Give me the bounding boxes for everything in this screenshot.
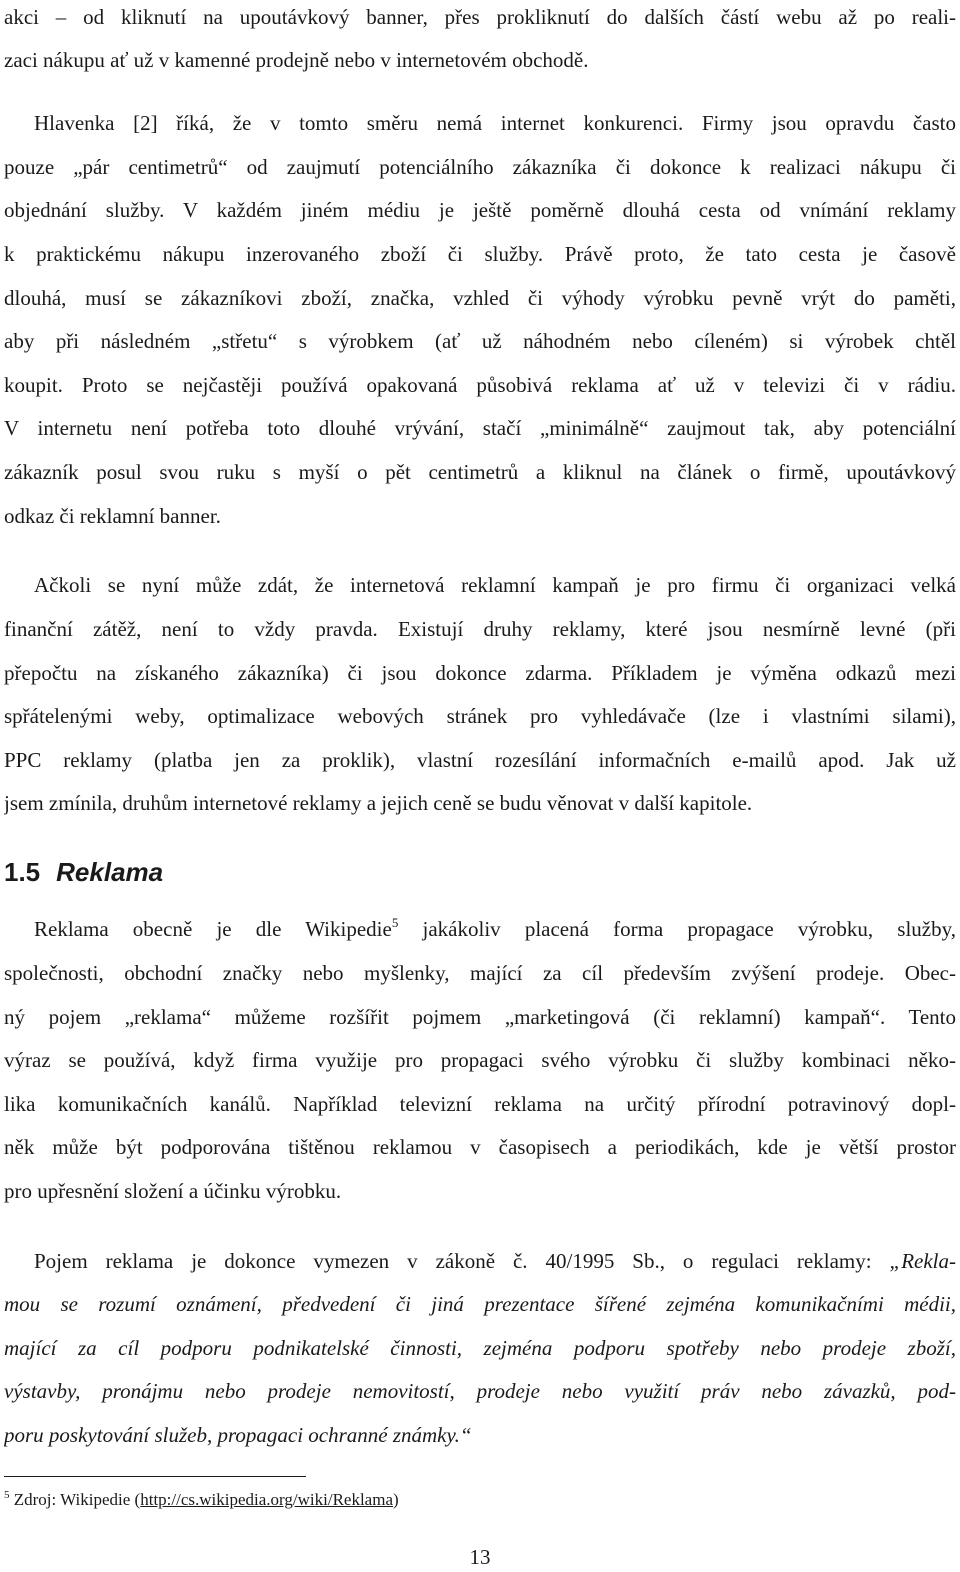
text-span: jakákoliv placená forma propagace výrobku, služby, <box>398 917 956 941</box>
text-line: dlouhá, musí se zákazníkovi zboží, značka, vzhled či výhody výrobku pevně vrýt do paměti, <box>4 286 956 310</box>
text-line: spřátelenými weby, optimalizace webových stránek pro vyhledávače (lze i vlastními silami), <box>4 704 956 728</box>
footnote-close: ) <box>393 1490 399 1509</box>
text-span: Reklama obecně je dle Wikipedie <box>34 917 392 941</box>
text-line: pouze „pár centimetrů“ od zaujmutí potenciálního zákazníka či dokonce k realizaci nákupu či <box>4 155 956 179</box>
page-number: 13 <box>469 1545 491 1569</box>
text-line: koupit. Proto se nejčastěji používá opakovaná působivá reklama ať už v televizi či v rádiu. <box>4 373 956 397</box>
text-line: Ačkoli se nyní může zdát, že internetová reklamní kampaň je pro firmu či organizaci velká <box>34 573 956 597</box>
footnote-reference[interactable]: 5 <box>391 916 399 930</box>
text-line: společnosti, obchodní značky nebo myšlenky, mající za cíl především zvýšení prodeje. Obec- <box>4 961 956 985</box>
text-span: Pojem reklama je dokonce vymezen v zákoně č. 40/1995 Sb., o regulaci reklamy: <box>34 1249 890 1273</box>
text-line <box>34 1248 956 1274</box>
text-line: odkaz či reklamní banner. <box>4 504 221 528</box>
text-line: přepočtu na získaného zákazníka) či jsou dokonce zdarma. Příkladem je výměna odkazů mezi <box>4 661 956 685</box>
text-line: ný pojem „reklama“ můžeme rozšířit pojmem „marketingová (či reklamní) kampaň“. Tento <box>4 1005 956 1029</box>
quote-line: mou se rozumí oznámení, předvedení či jiná prezentace šířené zejména komunikačními médii, <box>4 1292 956 1316</box>
footnote-divider <box>4 1476 306 1477</box>
footnote-mark: 5 <box>4 1489 10 1501</box>
text-line: zákazník posul svou ruku s myší o pět centimetrů a kliknul na článek o firmě, upoutávkový <box>4 460 956 484</box>
footnote-link[interactable]: http://cs.wikipedia.org/wiki/Reklama <box>140 1490 393 1509</box>
text-line: objednání služby. V každém jiném médiu je ještě poměrně dlouhá cesta od vnímání reklamy <box>4 198 956 222</box>
text-line: něk může být podporována tištěnou reklamou v časopisech a periodikách, kde je větší prostor <box>4 1135 956 1159</box>
text-line: Hlavenka [2] říká, že v tomto směru nemá internet konkurenci. Firmy jsou opravdu často <box>34 111 956 135</box>
footnote <box>4 1489 399 1511</box>
text-line: pro upřesnění složení a účinku výrobku. <box>4 1179 342 1203</box>
text-line: výraz se používá, když firma využije pro propagaci svého výrobku či služby kombinaci něko- <box>4 1048 956 1072</box>
section-heading <box>4 856 163 888</box>
footnote-text: Zdroj: Wikipedie ( <box>9 1490 141 1509</box>
text-line: zaci nákupu ať už v kamenné prodejně nebo v internetovém obchodě. <box>4 48 589 72</box>
text-line: akci – od kliknutí na upoutávkový banner, přes prokliknutí do dalších částí webu až po reali- <box>4 5 956 29</box>
section-number: 1.5 <box>4 857 41 887</box>
quote-span: „Rekla- <box>889 1249 956 1273</box>
text-line: PPC reklamy (platba jen za proklik), vlastní rozesílání informačních e-mailů apod. Jak už <box>4 748 956 772</box>
text-line: jsem zmínila, druhům internetové reklamy a jejich ceně se budu věnovat v další kapitole. <box>4 791 753 815</box>
quote-line: mající za cíl podporu podnikatelské činnosti, zejména podporu spotřeby nebo prodeje zboží, <box>4 1336 956 1360</box>
quote-line: výstavby, pronájmu nebo prodeje nemovitostí, prodeje nebo využití práv nebo závazků, pod- <box>4 1379 956 1403</box>
text-line: aby při následném „střetu“ s výrobkem (ať už náhodném nebo cíleném) si výrobek chtěl <box>4 329 956 353</box>
quote-line: poru poskytování služeb, propagaci ochranné známky.“ <box>4 1423 472 1447</box>
section-title: Reklama <box>56 857 164 887</box>
text-line: lika komunikačních kanálů. Například televizní reklama na určitý přírodní potravinový dopl- <box>4 1092 956 1116</box>
text-line <box>34 916 956 942</box>
text-line: V internetu není potřeba toto dlouhé vrývání, stačí „minimálně“ zaujmout tak, aby potenciální <box>4 416 956 440</box>
text-line: finanční zátěž, není to vždy pravda. Existují druhy reklamy, které jsou nesmírně levné (při <box>4 617 956 641</box>
text-line: k praktickému nákupu inzerovaného zboží či služby. Právě proto, že tato cesta je časově <box>4 242 956 266</box>
